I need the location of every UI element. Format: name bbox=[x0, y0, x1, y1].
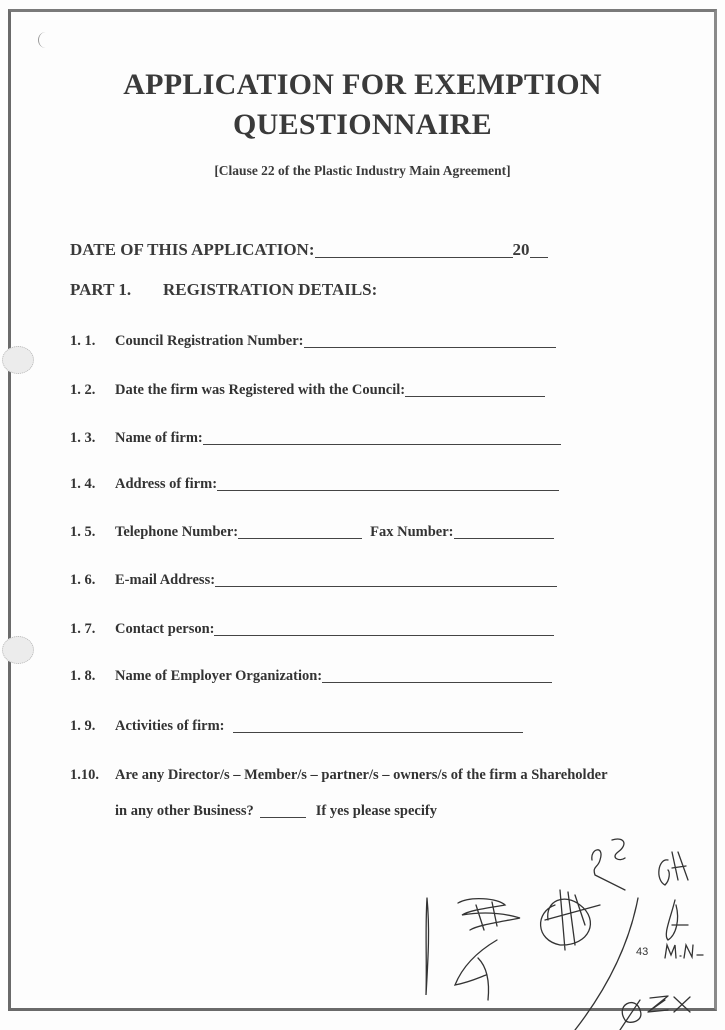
item-number: 1. 6. bbox=[70, 572, 96, 588]
item-number: 1. 2. bbox=[70, 382, 96, 398]
signature-long-stroke bbox=[575, 898, 638, 1030]
page-number: 43 bbox=[636, 946, 649, 958]
document-title-line1: APPLICATION FOR EXEMPTION bbox=[123, 68, 602, 101]
initials-ps bbox=[592, 839, 625, 890]
signature-stroke bbox=[426, 898, 429, 995]
item-number: 1.10. bbox=[70, 767, 99, 783]
item-label: Are any Director/s – Member/s – partner/s – owners/s of the firm a Shareholder bbox=[115, 767, 608, 783]
item-label: E-mail Address: bbox=[115, 572, 216, 588]
part-number: PART 1. bbox=[70, 280, 132, 299]
item-number: 1. 4. bbox=[70, 476, 96, 492]
signature-stroke bbox=[458, 899, 520, 930]
item-label: Date the firm was Registered with the Council: bbox=[115, 382, 406, 398]
item-label-continued: in any other Business? bbox=[115, 803, 254, 819]
item-label: Address of firm: bbox=[115, 476, 218, 492]
item-number: 1. 3. bbox=[70, 430, 96, 446]
initials-circle bbox=[620, 1000, 641, 1030]
initials-mn bbox=[665, 945, 703, 958]
document-title-line2: QUESTIONNAIRE bbox=[233, 108, 492, 141]
item-number: 1. 7. bbox=[70, 621, 96, 637]
date-year-prefix: 20 bbox=[512, 240, 530, 259]
initials-ga bbox=[659, 852, 688, 885]
item-number: 1. 1. bbox=[70, 333, 96, 349]
item-label: Telephone Number: bbox=[115, 524, 239, 540]
item-label-tail: If yes please specify bbox=[315, 803, 437, 819]
part-title: REGISTRATION DETAILS: bbox=[163, 280, 378, 299]
item-label: Council Registration Number: bbox=[115, 333, 304, 349]
item-number: 1. 8. bbox=[70, 668, 96, 684]
item-number: 1. 5. bbox=[70, 524, 96, 540]
item-label: Name of Employer Organization: bbox=[115, 668, 323, 684]
date-label: DATE OF THIS APPLICATION: bbox=[70, 240, 315, 259]
item-label: Contact person: bbox=[115, 621, 215, 637]
item-number: 1. 9. bbox=[70, 718, 96, 734]
document-subtitle: [Clause 22 of the Plastic Industry Main Agreement] bbox=[214, 163, 511, 178]
initials-zx bbox=[648, 996, 690, 1012]
initials-scribble bbox=[666, 900, 688, 940]
item-label: Name of firm: bbox=[115, 430, 203, 446]
item-label-secondary: Fax Number: bbox=[370, 524, 454, 540]
signature-stroke bbox=[541, 890, 600, 950]
signature-stroke bbox=[455, 940, 497, 1000]
item-label: Activities of firm: bbox=[115, 718, 225, 734]
